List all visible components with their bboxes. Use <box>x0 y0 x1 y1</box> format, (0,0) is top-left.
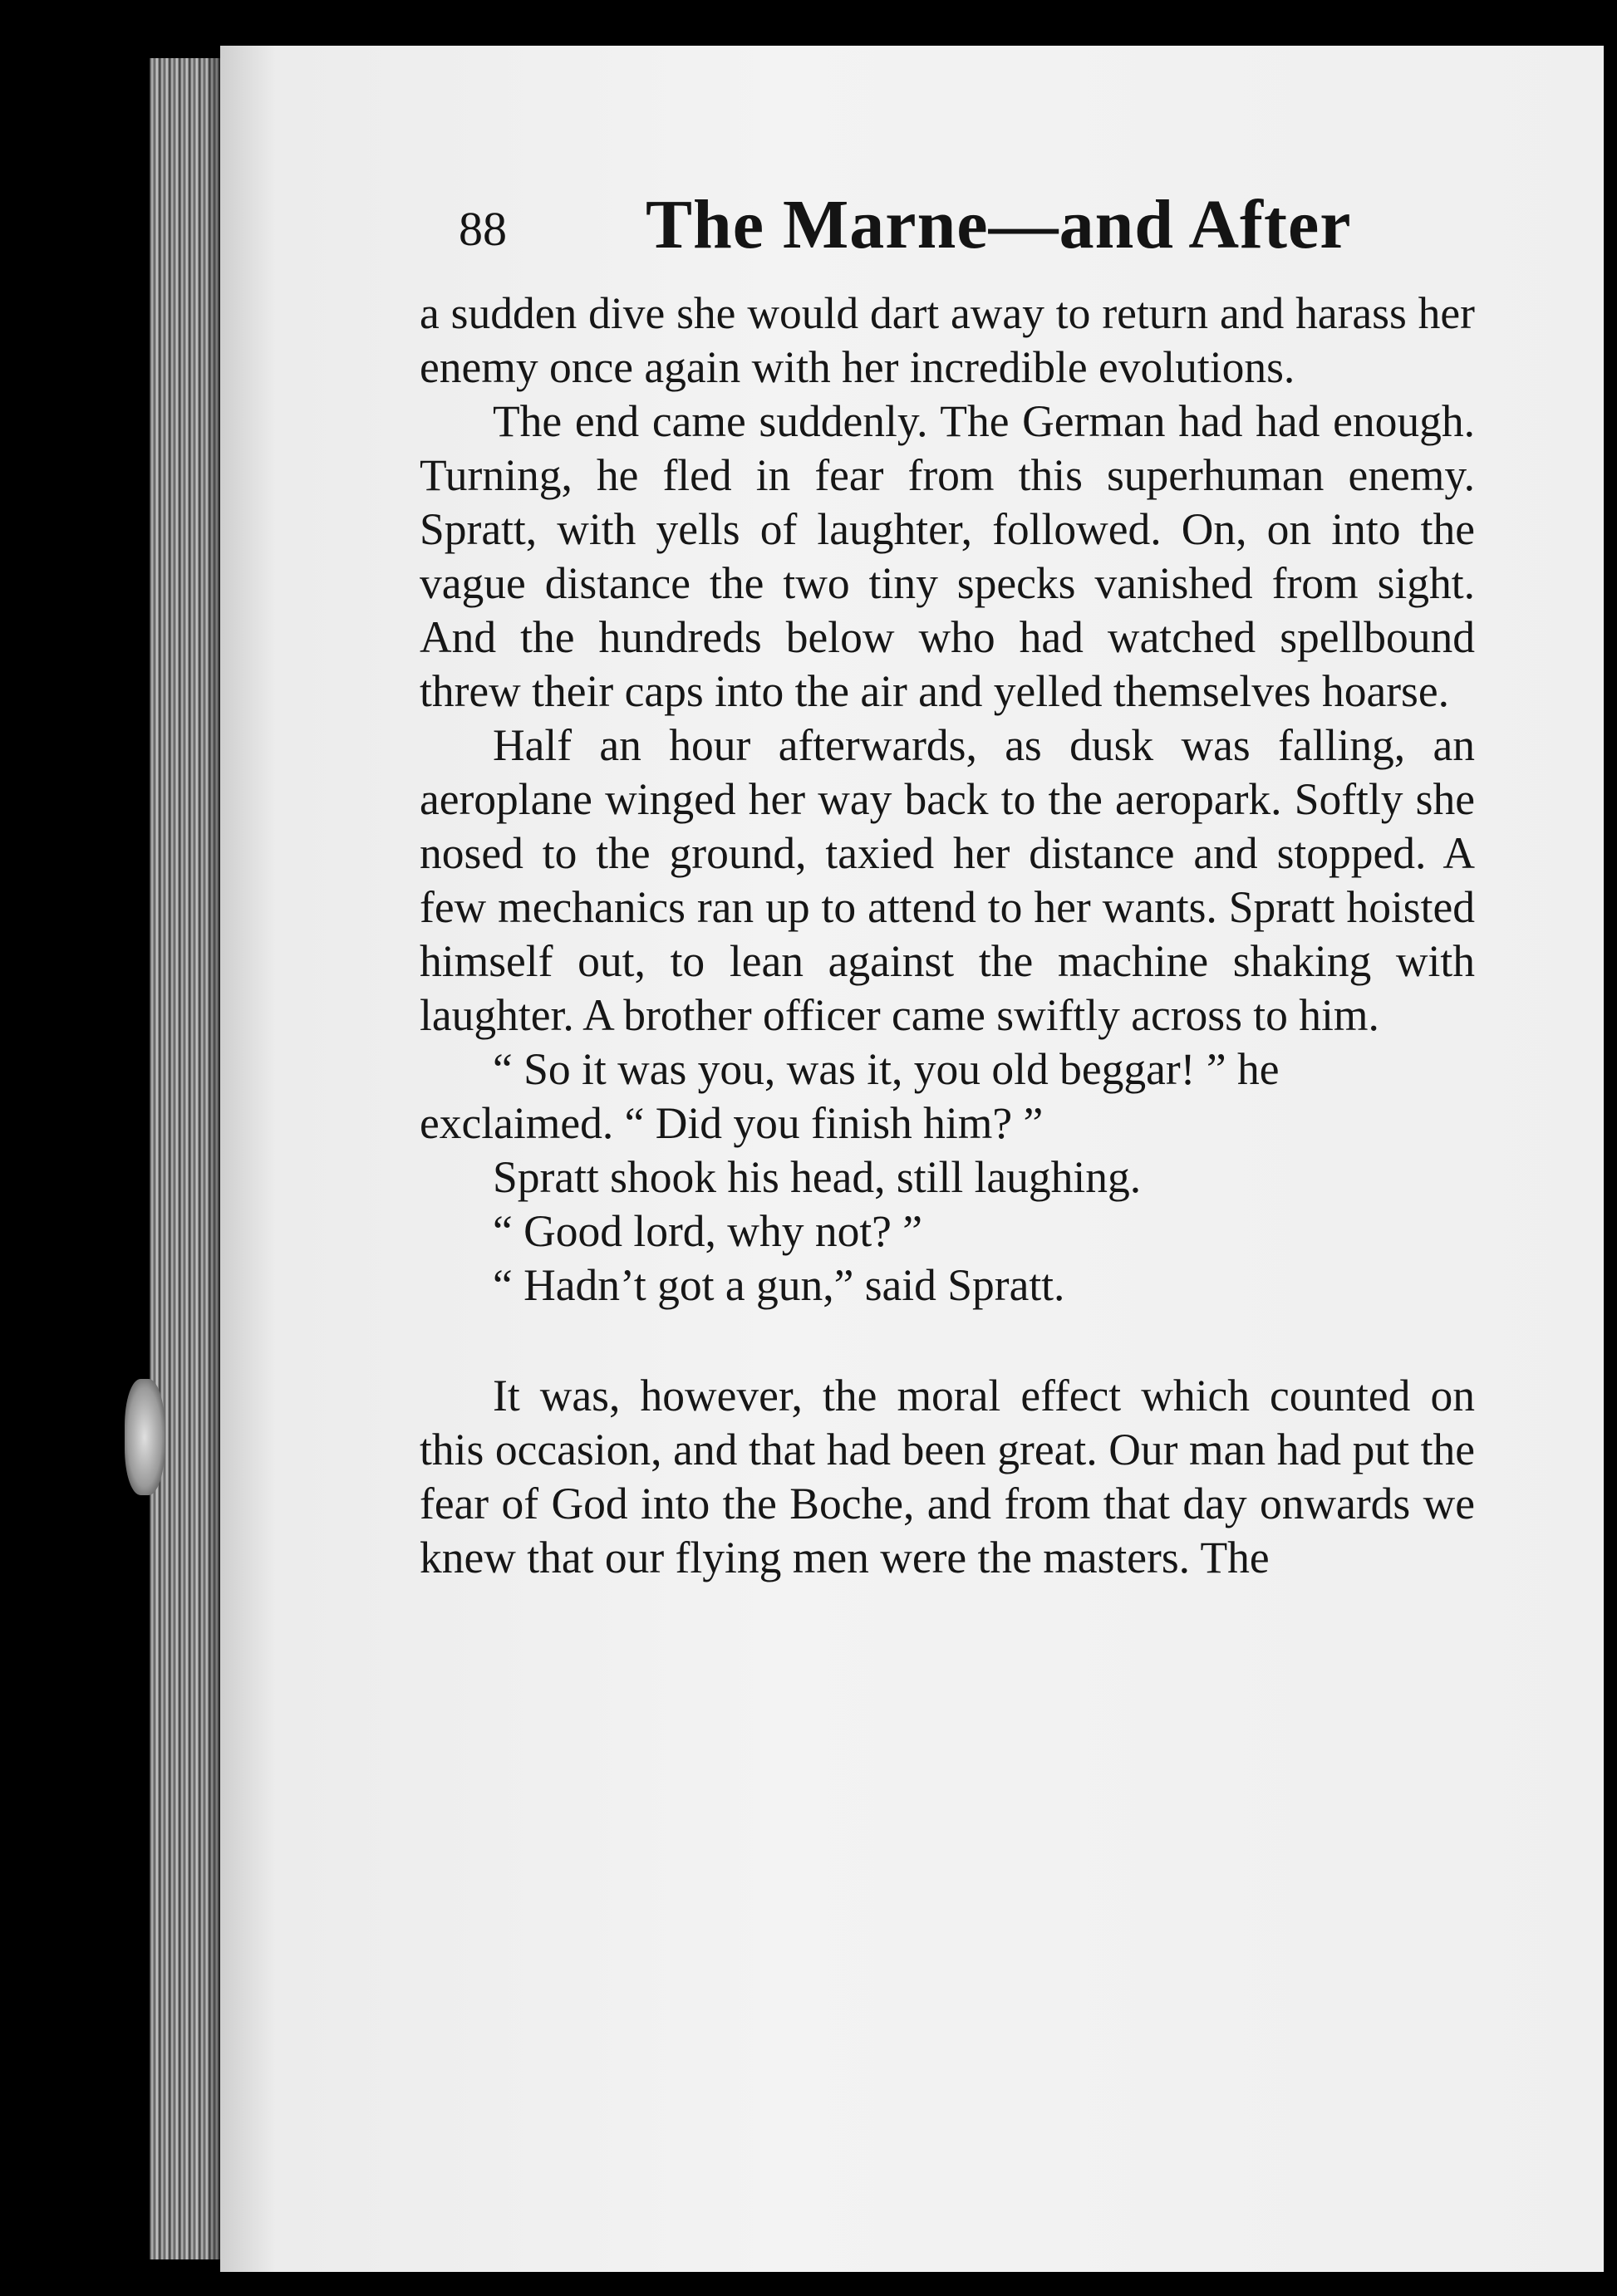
page-number: 88 <box>459 202 507 256</box>
dialogue-why-not: “ Good lord, why not? ” <box>493 1206 923 1256</box>
dialogue-beggar: “ So it was you, was it, you old beggar! ” he exclaimed. “ Did you finish him? ” <box>420 1044 1280 1148</box>
binding-damage-mark <box>125 1379 165 1495</box>
dialogue-shook-head: Spratt shook his head, still laughing. <box>493 1152 1142 1202</box>
paragraph-half-hour: Half an hour afterwards, as dusk was falling, an aeroplane winged her way back to the aeropark. Softly she nosed to the ground, taxied her distance and stopped. A few mechanics ran up to attend to her wants. Spratt hoisted himself out, to lean against the machine shaking with laughter. A brother officer came swiftly across to him. <box>420 720 1475 1040</box>
dialogue-no-gun: “ Hadn’t got a gun,” said Spratt. <box>493 1260 1065 1310</box>
running-head <box>459 184 1352 284</box>
book-title: The Marne—and After <box>646 186 1352 263</box>
body-text <box>420 287 1475 1585</box>
paragraph-continued: a sudden dive she would dart away to return and harass her enemy once again with her incredible evolutions. <box>420 288 1475 392</box>
paragraph-moral-effect: It was, however, the moral effect which counted on this occasion, and that had been great. Our man had put the fear of God into the Boche, and from that day onwards we knew that our flying men were the masters. The <box>420 1371 1475 1582</box>
paragraph-end-came: The end came suddenly. The German had had enough. Turning, he fled in fear from this superhuman enemy. Spratt, with yells of laughter, followed. On, on into the vague distance the two tiny specks vanished from sight. And the hundreds below who had watched spellbound threw their caps into the air and yelled themselves hoarse. <box>420 396 1475 716</box>
